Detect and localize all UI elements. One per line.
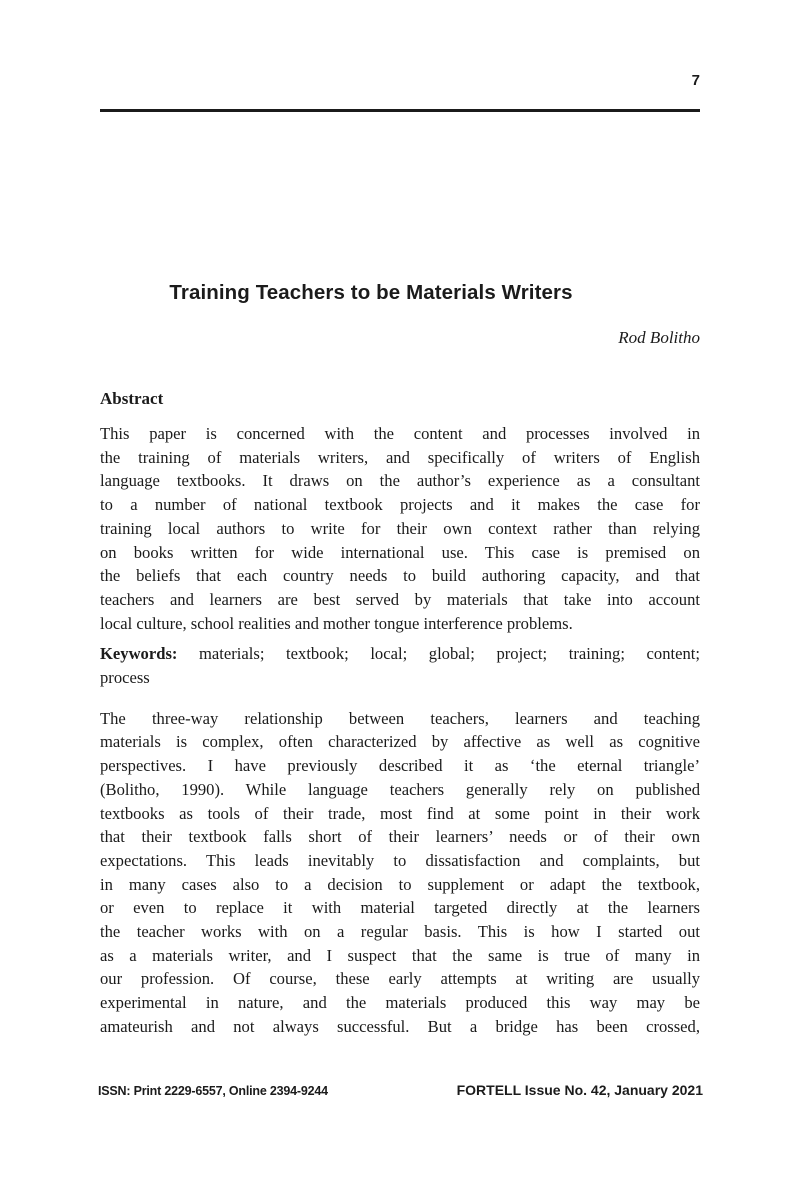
text-line: perspectives. I have previously described it as ‘the eternal triangle’: [100, 756, 700, 776]
text-line: (Bolitho, 1990). While language teachers generally rely on published: [100, 779, 700, 799]
text-line: to a number of national textbook projects and it makes the case for: [100, 495, 700, 515]
keywords-continuation: process: [100, 668, 150, 688]
text-line: on books written for wide international use. This case is premised on: [100, 542, 700, 562]
text-line: local culture, school realities and mother tongue interference problems.: [100, 613, 573, 633]
text-line: as a materials writer, and I suspect that the same is true of many in: [100, 945, 700, 965]
text-line: our profession. Of course, these early attempts at writing are usually: [100, 969, 700, 989]
abstract-heading: Abstract: [100, 389, 164, 408]
text-line: teachers and learners are best served by materials that take into account: [100, 589, 700, 609]
text-line: expectations. This leads inevitably to dissatisfaction and complaints, but: [100, 850, 700, 870]
footer: [98, 1082, 703, 1098]
article-title: Training Teachers to be Materials Writers: [169, 281, 573, 304]
text-line: in many cases also to a decision to supplement or adapt the textbook,: [100, 874, 700, 894]
text-line: This paper is concerned with the content and processes involved in: [100, 424, 700, 443]
text-line: language textbooks. It draws on the author’s experience as a consultant: [100, 471, 700, 491]
header-rule: [100, 109, 700, 112]
text-line: The three-way relationship between teachers, learners and teaching: [100, 708, 700, 728]
page-number: 7: [691, 72, 700, 89]
text-line: training local authors to write for their own context rather than relying: [100, 518, 700, 538]
text-line: the teacher works with on a regular basis. This is how I started out: [100, 922, 700, 942]
body-paragraph: [100, 707, 700, 1039]
text-line: amateurish and not always successful. But a bridge has been crossed,: [100, 1016, 700, 1036]
footer-issue: FORTELL Issue No. 42, January 2021: [456, 1082, 703, 1098]
text-line: or even to replace it with material targeted directly at the learners: [100, 898, 700, 918]
keywords-text: materials; textbook; local; global; project; training; content;: [177, 644, 700, 664]
keywords-line: [100, 642, 700, 666]
footer-issn: ISSN: Print 2229-6557, Online 2394-9244: [98, 1084, 328, 1098]
text-line: textbooks as tools of their trade, most find at some point in their work: [100, 803, 700, 823]
text-line: the beliefs that each country needs to build authoring capacity, and that: [100, 566, 700, 586]
keywords-block: [100, 642, 700, 689]
author-name: Rod Bolitho: [618, 328, 700, 347]
keywords-label: Keywords:: [100, 644, 178, 664]
text-line: materials is complex, often characterized by affective as well as cognitive: [100, 732, 700, 752]
text-line: the training of materials writers, and specifically of writers of English: [100, 447, 700, 467]
abstract-paragraph: [100, 422, 700, 635]
text-line: experimental in nature, and the materials produced this way may be: [100, 993, 700, 1013]
text-line: that their textbook falls short of their learners’ needs or of their own: [100, 827, 700, 847]
